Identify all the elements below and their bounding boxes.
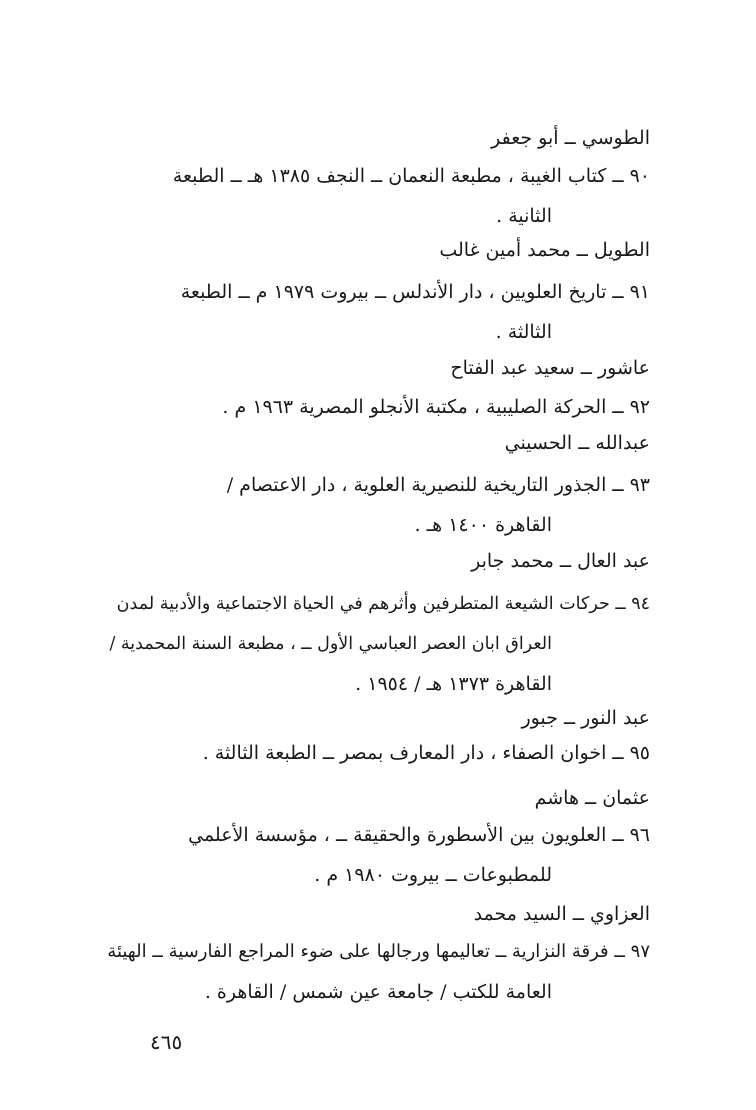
bibliography-entry (105, 584, 650, 704)
entry-line: ٩٣ ــ الجذور التاريخية للنصيرية العلوية ، دار الاعتصام / (226, 474, 650, 496)
entry-line: ٩٦ ــ العلويون بين الأسطورة والحقيقة ــ ، مؤسسة الأعلمي (188, 824, 650, 846)
entry-continuation: العراق ابان العصر العباسي الأول ــ ، مطبعة السنة المحمدية / (109, 634, 552, 654)
author-heading: العزاوي ــ السيد محمد (473, 903, 650, 925)
bibliography-entry (105, 156, 650, 236)
entry-line: ٩٤ ــ حركات الشيعة المتطرفين وأثرهم في الحياة الاجتماعية والأدبية لمدن (116, 594, 650, 614)
entry-line: ٩٧ ــ فرقة النزارية ــ تعاليمها ورجالها على ضوء المراجع الفارسية ــ الهيئة (107, 941, 650, 962)
author-heading: الطويل ــ محمد أمين غالب (439, 239, 650, 261)
bibliography-entry (105, 733, 650, 773)
author-heading: عبد النور ــ جبور (521, 707, 650, 729)
bibliography-entry (105, 932, 650, 1012)
entry-continuation: العامة للكتب / جامعة عين شمس / القاهرة . (204, 981, 552, 1003)
bibliography-entry (105, 465, 650, 545)
entry-continuation: للمطبوعات ــ بيروت ١٩٨٠ م . (314, 864, 552, 886)
author-heading: عاشور ــ سعيد عبد الفتاح (450, 357, 650, 379)
author-heading: عثمان ــ هاشم (534, 787, 650, 809)
entry-line: ٩١ ــ تاريخ العلويين ، دار الأندلس ــ بيروت ١٩٧٩ م ــ الطبعة (180, 281, 650, 303)
author-heading: الطوسي ــ أبو جعفر (491, 127, 650, 149)
entry-line: ٩٥ ــ اخوان الصفاء ، دار المعارف بمصر ــ الطبعة الثالثة . (202, 742, 650, 764)
bibliography-entry (105, 387, 650, 427)
entry-continuation: القاهرة ١٣٧٣ هـ / ١٩٥٤ . (355, 673, 552, 695)
author-heading: عبد العال ــ محمد جابر (471, 550, 650, 572)
entry-line: ٩٠ ــ كتاب الغيبة ، مطبعة النعمان ــ النجف ١٣٨٥ هـ ــ الطبعة (172, 165, 650, 187)
page-number: ٤٦٥ (150, 1030, 183, 1054)
entry-continuation: الثالثة . (495, 321, 552, 343)
entry-continuation: القاهرة ١٤٠٠ هـ . (414, 514, 552, 536)
entry-line: ٩٢ ــ الحركة الصليبية ، مكتبة الأنجلو المصرية ١٩٦٣ م . (222, 396, 650, 418)
entry-continuation: الثانية . (496, 205, 552, 227)
bibliography-entry (105, 815, 650, 895)
author-heading: عبدالله ــ الحسيني (504, 432, 650, 454)
bibliography-entry (105, 272, 650, 352)
